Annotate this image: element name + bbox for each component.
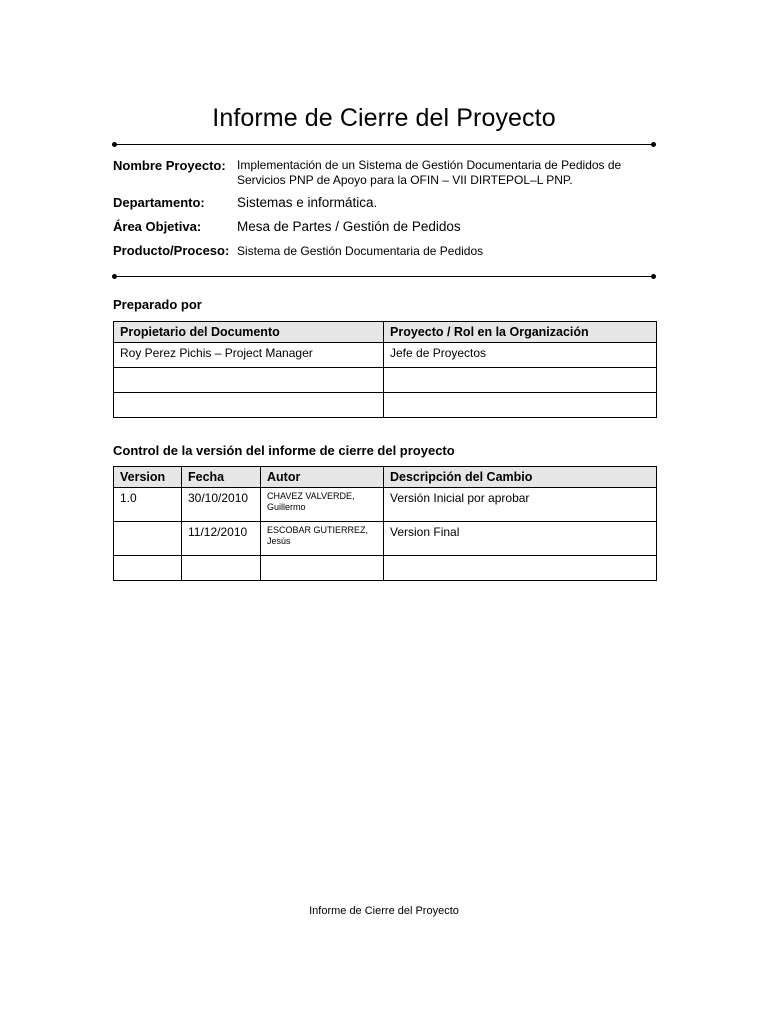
project-name-field — [113, 158, 653, 190]
project-name-line2: Servicios PNP de Apoyo para la OFIN – VII DIRTEPOL–L PNP. — [237, 173, 573, 187]
version-control-title: Control de la versión del informe de cierre del proyecto — [113, 443, 455, 458]
bottom-divider — [114, 276, 654, 277]
table-header-row — [114, 467, 657, 488]
version-cell — [114, 522, 182, 556]
department-label: Departamento: — [113, 195, 205, 210]
author-name-line1: ESCOBAR GUTIERREZ, — [267, 525, 369, 535]
description-cell: Versión Inicial por aprobar — [384, 488, 657, 522]
project-name-line1: Implementación de un Sistema de Gestión Documentaria de Pedidos de — [237, 158, 622, 172]
table-row — [114, 556, 657, 581]
author-cell — [261, 522, 384, 556]
table-row — [114, 393, 657, 418]
area-label: Área Objetiva: — [113, 219, 202, 234]
owner-cell — [114, 393, 384, 418]
top-divider — [114, 144, 654, 145]
role-cell — [384, 368, 657, 393]
description-cell: Version Final — [384, 522, 657, 556]
owner-header: Propietario del Documento — [114, 322, 384, 343]
role-header: Proyecto / Rol en la Organización — [384, 322, 657, 343]
author-name-line1: CHAVEZ VALVERDE, — [267, 491, 355, 501]
prepared-by-table — [113, 321, 657, 418]
version-control-table — [113, 466, 657, 581]
date-header: Fecha — [182, 467, 261, 488]
table-row — [114, 522, 657, 556]
table-row — [114, 488, 657, 522]
author-header: Autor — [261, 467, 384, 488]
version-header: Version — [114, 467, 182, 488]
table-header-row — [114, 322, 657, 343]
owner-cell — [114, 368, 384, 393]
table-row — [114, 343, 657, 368]
product-label: Producto/Proceso: — [113, 243, 230, 258]
date-cell: 11/12/2010 — [182, 522, 261, 556]
project-name-label: Nombre Proyecto: — [113, 158, 226, 173]
table-row — [114, 368, 657, 393]
project-name-value — [237, 158, 621, 188]
description-header: Descripción del Cambio — [384, 467, 657, 488]
date-cell: 30/10/2010 — [182, 488, 261, 522]
page-footer: Informe de Cierre del Proyecto — [309, 905, 459, 917]
prepared-by-title: Preparado por — [113, 297, 202, 312]
role-cell: Jefe de Proyectos — [384, 343, 657, 368]
role-cell — [384, 393, 657, 418]
description-cell — [384, 556, 657, 581]
area-value: Mesa de Partes / Gestión de Pedidos — [237, 219, 461, 234]
date-cell — [182, 556, 261, 581]
author-name-line2: Jesús — [267, 536, 291, 546]
owner-cell: Roy Perez Pichis – Project Manager — [114, 343, 384, 368]
version-cell — [114, 556, 182, 581]
version-cell: 1.0 — [114, 488, 182, 522]
author-cell — [261, 556, 384, 581]
author-cell — [261, 488, 384, 522]
product-value: Sistema de Gestión Documentaria de Pedidos — [237, 244, 484, 258]
author-name-line2: Guillermo — [267, 502, 306, 512]
page-title: Informe de Cierre del Proyecto — [212, 104, 556, 132]
department-value: Sistemas e informática. — [237, 195, 378, 210]
